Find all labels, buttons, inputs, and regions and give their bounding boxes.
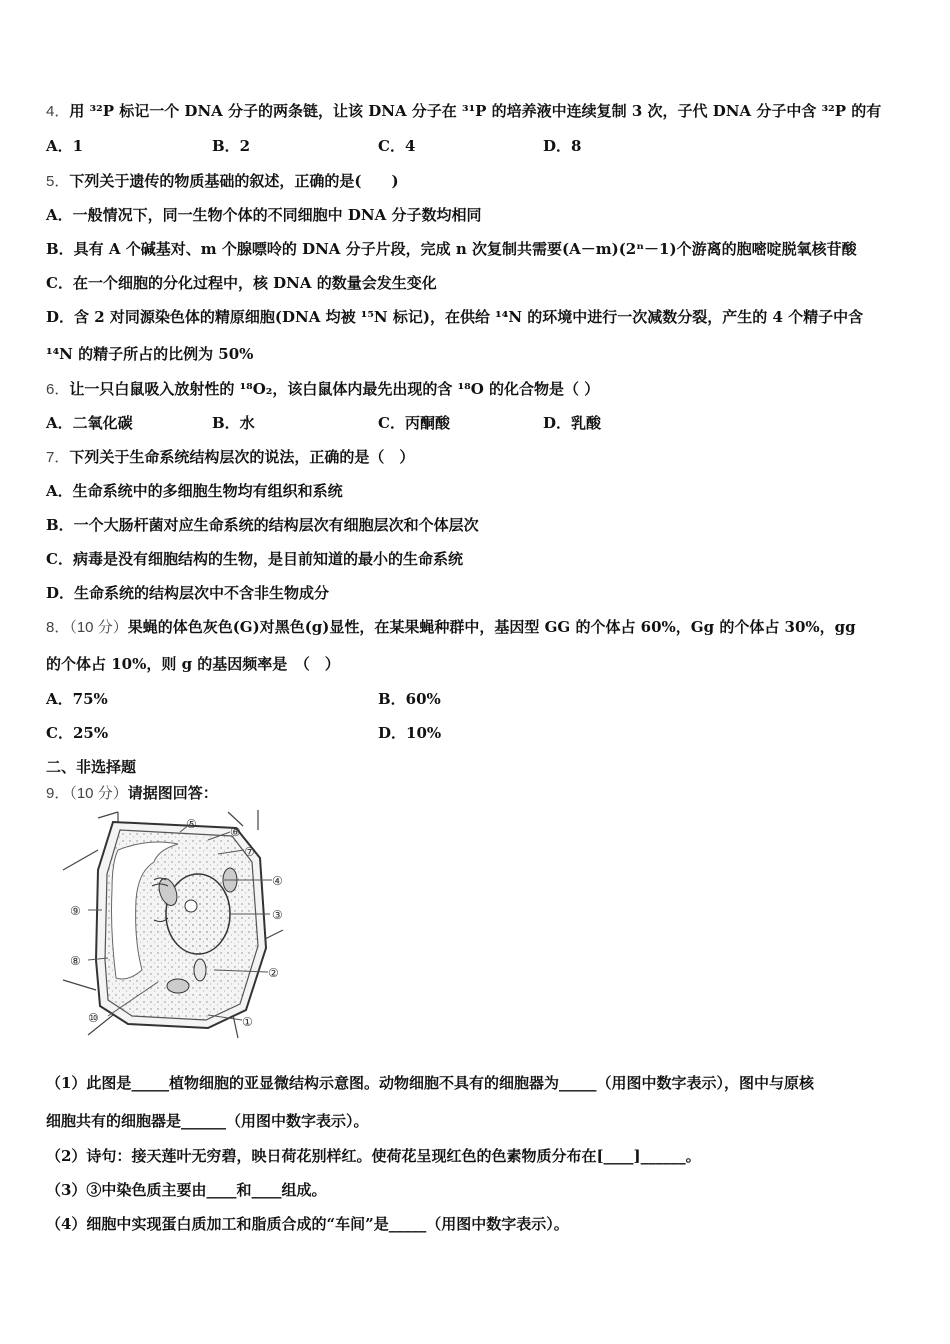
label-4: ④ xyxy=(272,874,283,888)
section-heading: 二、非选择题 xyxy=(46,758,137,776)
q9-score: （10 分） xyxy=(69,785,128,802)
q5-option-b: B．具有 A 个碱基对、m 个腺嘌呤的 DNA 分子片段，完成 n 次复制共需要(A－m)(2ⁿ－1)个游离的胞嘧啶脱氧核苷酸 xyxy=(46,240,857,258)
q5-option-a: A．一般情况下，同一生物个体的不同细胞中 DNA 分子数均相同 xyxy=(46,206,482,224)
q8-option-b: B．60% xyxy=(378,690,441,708)
q9-part1: （1）此图是_____植物细胞的亚显微结构示意图。动物细胞不具有的细胞器为_____（用图中数字表示），图中与原核 xyxy=(46,1074,814,1092)
q7-option-c: C．病毒是没有细胞结构的生物，是目前知道的最小的生命系统 xyxy=(46,550,463,568)
q5-text: 下列关于遗传的物质基础的叙述，正确的是( ) xyxy=(69,172,399,190)
label-10: ⑩ xyxy=(88,1011,99,1025)
q9-part2: （2）诗句：接天莲叶无穷碧，映日荷花别样红。使荷花呈现红色的色素物质分布在[____]______。 xyxy=(46,1147,701,1165)
q9-part1-cont: 细胞共有的细胞器是______（用图中数字表示）。 xyxy=(46,1112,369,1130)
q5-option-c: C．在一个细胞的分化过程中，核 DNA 的数量会发生变化 xyxy=(46,274,437,292)
q4-option-a: A．1 xyxy=(46,137,84,155)
q5-stem xyxy=(46,171,399,192)
nucleolus xyxy=(185,900,197,912)
q8-number: 8． xyxy=(46,619,70,636)
q6-option-a: A．二氧化碳 xyxy=(46,414,133,432)
q8-stem xyxy=(46,617,856,638)
q8-option-c: C．25% xyxy=(46,724,109,742)
nucleus xyxy=(166,874,230,954)
q8-option-d: D．10% xyxy=(378,724,442,742)
q6-stem xyxy=(46,379,599,400)
q9-number: 9． xyxy=(46,785,70,802)
q6-option-c: C．丙酮酸 xyxy=(378,414,450,432)
q9-part4: （4）细胞中实现蛋白质加工和脂质合成的“车间”是_____（用图中数字表示）。 xyxy=(46,1215,569,1233)
label-8: ⑧ xyxy=(70,954,81,968)
q9-part3: （3）③中染色质主要由____和____组成。 xyxy=(46,1181,327,1199)
q5-number: 5． xyxy=(46,173,70,190)
q7-number: 7． xyxy=(46,449,70,466)
label-7: ⑦ xyxy=(244,845,255,859)
q8-text: 果蝇的体色灰色(G)对黑色(g)显性，在某果蝇种群中，基因型 GG 的个体占 60%，Gg 的个体占 30%，gg xyxy=(127,618,856,636)
q9-text: 请据图回答： xyxy=(127,784,218,802)
label-9: ⑨ xyxy=(70,904,81,918)
chloroplast-3 xyxy=(167,979,189,993)
q8-score: （10 分） xyxy=(69,619,128,636)
mitochondrion xyxy=(194,959,206,981)
q5-option-d: D．含 2 对同源染色体的精原细胞(DNA 均被 ¹⁵N 标记)，在供给 ¹⁴N 的环境中进行一次减数分裂，产生的 4 个精子中含 xyxy=(46,308,864,326)
q4-text: 用 ³²P 标记一个 DNA 分子的两条链，让该 DNA 分子在 ³¹P 的培养液中连续复制 3 次，子代 DNA 分子中含 ³²P 的有 xyxy=(69,102,882,120)
label-1: ① xyxy=(242,1015,253,1029)
label-5: ⑤ xyxy=(186,817,197,831)
label-2: ② xyxy=(268,966,279,980)
plant-cell-diagram xyxy=(58,810,298,1046)
q8-stem-cont: 的个体占 10%，则 g 的基因频率是 （ ） xyxy=(46,655,340,673)
label-3: ③ xyxy=(272,908,283,922)
q8-option-a: A．75% xyxy=(46,690,108,708)
q6-number: 6． xyxy=(46,381,70,398)
q7-option-d: D．生命系统的结构层次中不含非生物成分 xyxy=(46,584,330,602)
q6-option-d: D．乳酸 xyxy=(543,414,602,432)
q5-option-d-cont: ¹⁴N 的精子所占的比例为 50% xyxy=(46,345,254,363)
q4-option-b: B．2 xyxy=(212,137,251,155)
q4-number: 4． xyxy=(46,103,70,120)
q4-option-d: D．8 xyxy=(543,137,582,155)
q6-option-b: B．水 xyxy=(212,414,255,432)
q7-option-a: A．生命系统中的多细胞生物均有组织和系统 xyxy=(46,482,343,500)
q7-text: 下列关于生命系统结构层次的说法，正确的是（ ） xyxy=(69,448,415,466)
q4-stem xyxy=(46,101,881,122)
q4-option-c: C．4 xyxy=(378,137,416,155)
q6-text: 让一只白鼠吸入放射性的 ¹⁸O₂，该白鼠体内最先出现的含 ¹⁸O 的化合物是（ ） xyxy=(69,380,600,398)
q7-stem xyxy=(46,447,414,468)
q9-stem xyxy=(46,783,218,804)
q7-option-b: B．一个大肠杆菌对应生命系统的结构层次有细胞层次和个体层次 xyxy=(46,516,479,534)
label-6: ⑥ xyxy=(230,825,241,839)
